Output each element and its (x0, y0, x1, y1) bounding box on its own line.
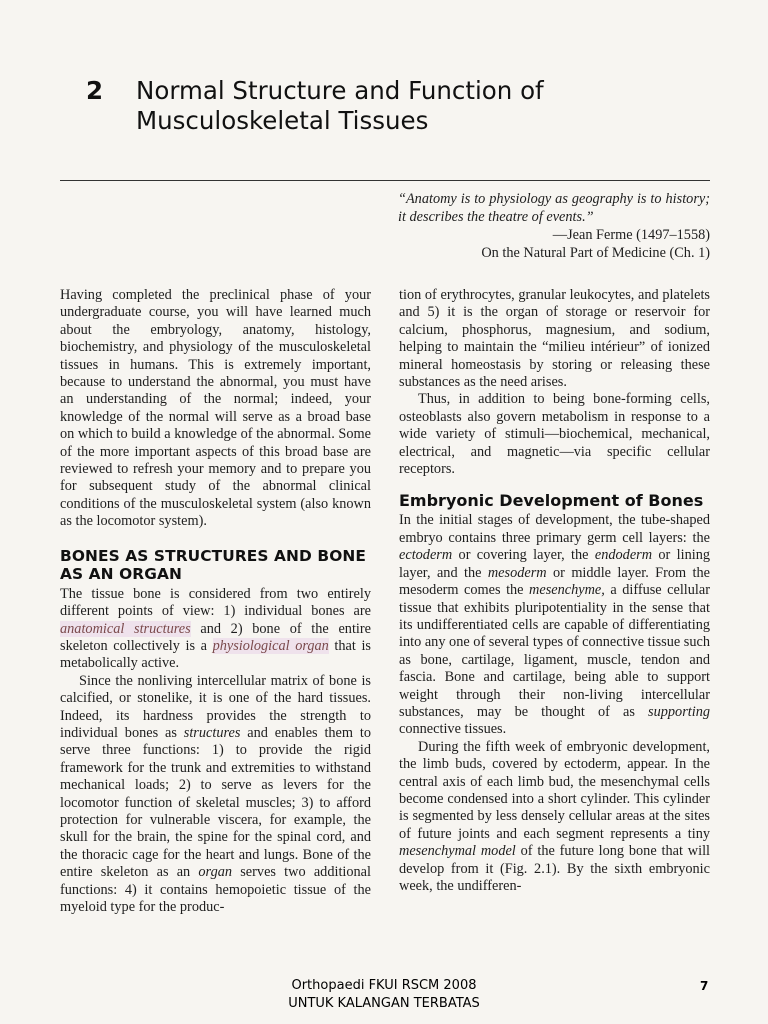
emphasis-organ: organ (198, 864, 233, 881)
paragraph-limb-buds: During the fifth week of embryonic development, the limb buds, covered by ectoderm, appear. In the central axis of each limb bud, the mesenchymal cells become condensed into a short cylinder. This cylinder is segmented by less densely cellular areas at the sites of future joints and each segment represents a tiny mesenchymal model of the future long bone that will develop from it (Fig. 2.1). By the sixth embryonic week, the undifferen- (399, 738, 710, 894)
page-number: 7 (700, 979, 709, 993)
epigraph-source: On the Natural Part of Medicine (Ch. 1) (481, 245, 710, 261)
emphasis-endoderm: endoderm (594, 547, 653, 564)
section-heading-embryonic: Embryonic Development of Bones (399, 491, 704, 511)
epigraph-author: —Jean Ferme (1497–1558) (552, 227, 710, 243)
left-column (60, 287, 371, 967)
epigraph-quote: “Anatomy is to physiology as geography is to history; it describes the theatre of events.” (398, 191, 710, 225)
page-footer (0, 977, 768, 1013)
paragraph-germ-layers: In the initial stages of development, the tube-shaped embryo contains three primary germ cell layers: the ectoderm or covering layer, the endoderm or lining layer, and the mesoderm or middle layer. From the mesoderm comes the mesenchyme, a diffuse cellular tissue that exhibits pluripotentiality in the sense that its undifferentiated cells are capable of differentiating into any one of several types of connective tissue such as bone, cartilage, ligament, muscle, tendon and fascia. Bone and cartilage, being able to support weight through their non-living intercellular substances, may be thought of as supporting connective tissues. (399, 512, 710, 738)
right-column (399, 287, 710, 967)
emphasis-structures: structures (183, 724, 241, 741)
emphasis-ectoderm: ectoderm (399, 547, 453, 564)
section-heading-bones: BONES AS STRUCTURES AND BONE AS AN ORGAN (60, 546, 366, 583)
paragraph-osteoblasts: Thus, in addition to being bone-forming cells, osteoblasts also govern metabolism in response to a wide variety of stimuli—biochemical, mechanical, electrical, and magnetic—via specific cellular receptors. (399, 391, 710, 478)
emphasis-mesoderm: mesoderm (487, 564, 547, 581)
chapter-number: 2 (86, 76, 104, 105)
intro-paragraph: Having completed the preclinical phase of your undergraduate course, you will have learned much about the embryology, anatomy, histology, biochemistry, and physiology of the musculoskeletal tissues in humans. This is extremely important, because to understand the abnormal, you must have an understanding of the normal; indeed, your knowledge of the normal will serve as a broad base on which to build a knowledge of the abnormal. Some of the more important aspects of this broad base are reviewed to refresh your memory and to prepare you for subsequent study of the abnormal clinical conditions of the musculoskeletal system (also known as the locomotor system). (60, 287, 371, 530)
emphasis-supporting: supporting (648, 703, 710, 720)
emphasis-mesenchyme: mesenchyme, (529, 582, 605, 599)
heading-divider (60, 180, 710, 181)
paragraph-bone-views: The tissue bone is considered from two entirely different points of view: 1) individual bones are anatomical structures and 2) bone of the entire skeleton collectively is a physiological organ that is metabolically active. (60, 585, 371, 672)
epigraph (398, 190, 710, 262)
footer-line-1: Orthopaedi FKUI RSCM 2008 (291, 978, 477, 993)
chapter-title: Normal Structure and Function of Musculoskeletal Tissues (136, 76, 544, 135)
emphasis-anatomical-structures: anatomical structures (60, 620, 191, 637)
paragraph-bone-functions: Since the nonliving intercellular matrix of bone is calcified, or stonelike, it is one of the hard tissues. Indeed, its hardness provides the strength to individual bones as structures and enables them to serve three functions: 1) to provide the rigid framework for the trunk and extremities to withstand mechanical loads; 2) to serve as levers for the locomotor function of skeletal muscles; 3) to afford protection for vulnerable viscera, for example, the skull for the brain, the spine for the spinal cord, and the thoracic cage for the heart and lungs. Bone of the entire skeleton as an organ serves two additional functions: 4) it contains hemopoietic tissue of the myeloid type for the produc- (60, 672, 371, 915)
paragraph-continued: tion of erythrocytes, granular leukocytes, and platelets and 5) it is the organ of storage or reservoir for calcium, phosphorus, magnesium, and sodium, helping to maintain the “milieu intérieur” of ionized mineral homeostasis by storing or releasing these substances as the need arises. (399, 287, 710, 391)
emphasis-mesenchymal-model: mesenchymal model (399, 843, 516, 860)
footer-line-2: UNTUK KALANGAN TERBATAS (288, 996, 480, 1011)
emphasis-physiological-organ: physiological organ (212, 637, 329, 654)
